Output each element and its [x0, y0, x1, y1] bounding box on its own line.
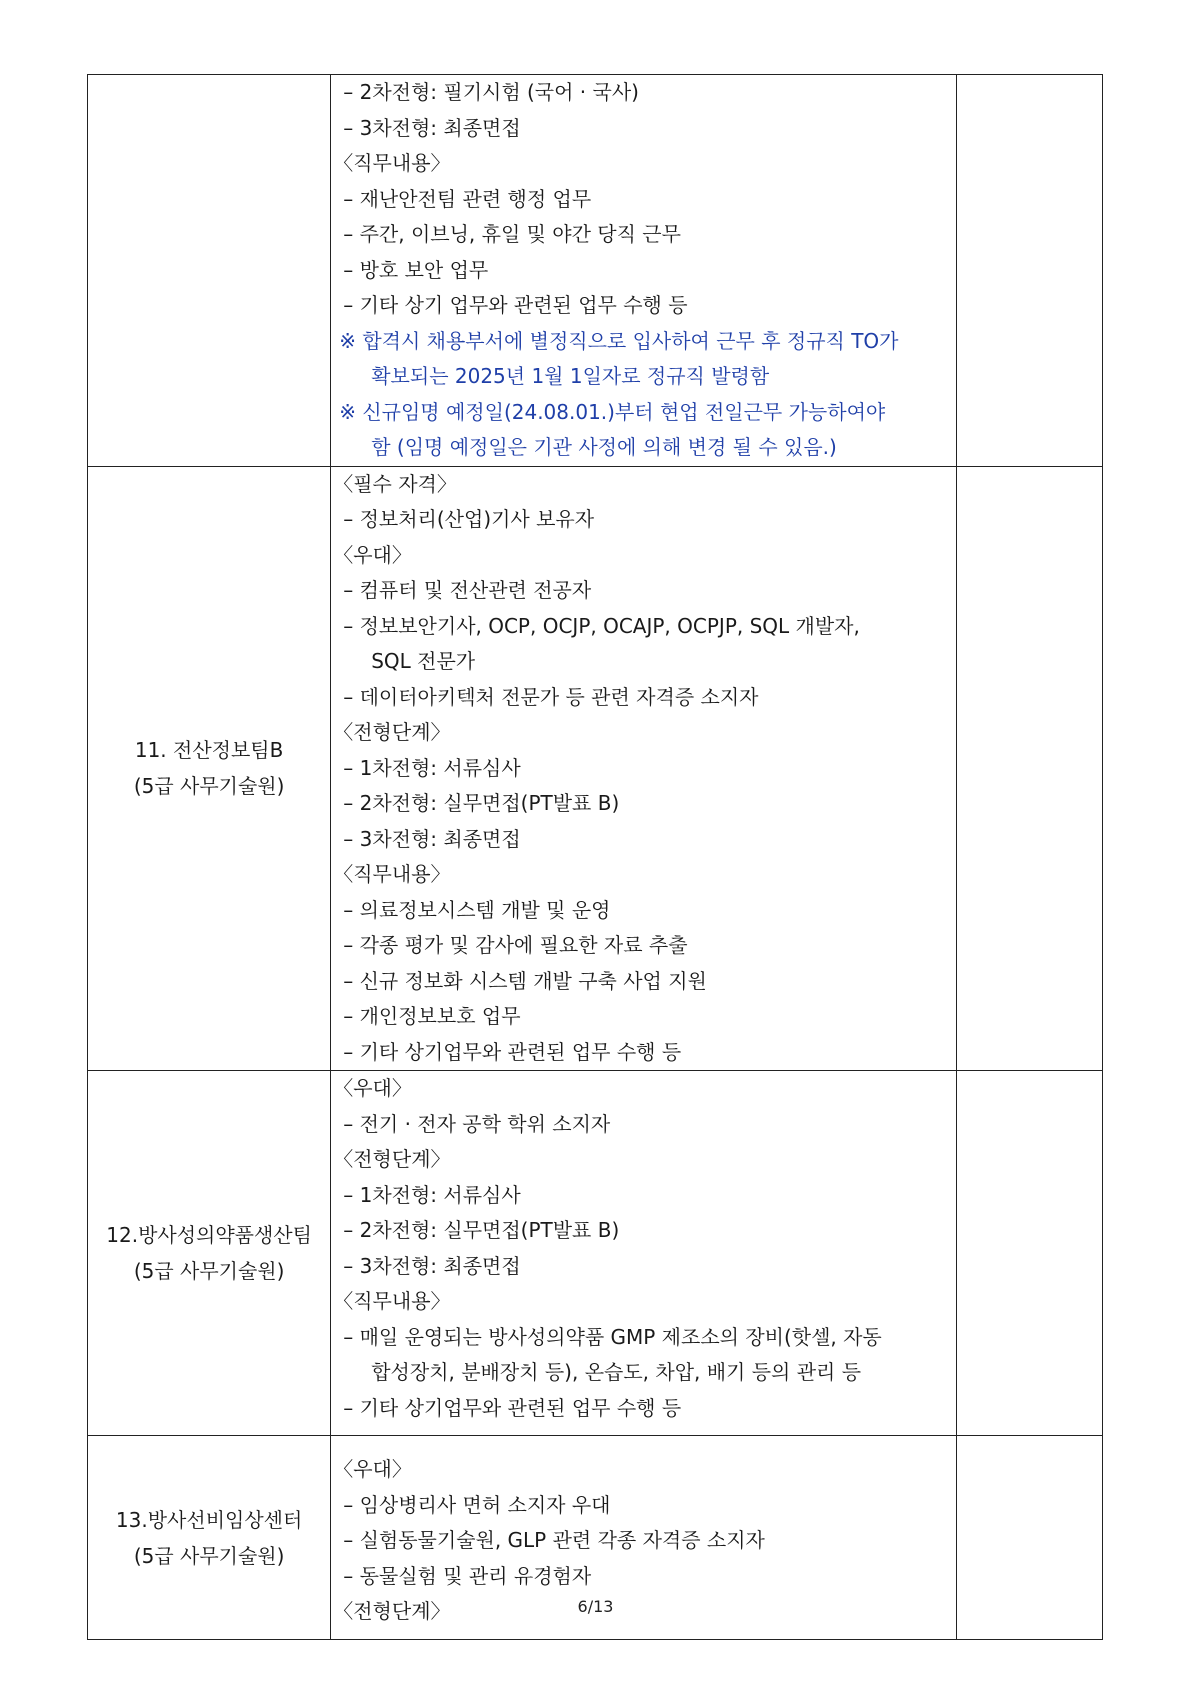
detail-line: – 재난안전팀 관련 행정 업무 — [343, 186, 592, 211]
dept-grade: (5급 사무기술원) — [133, 1543, 285, 1568]
dept-cell — [88, 1071, 331, 1436]
detail-line: – 1차전형: 서류심사 — [343, 1182, 521, 1207]
detail-line: – 임상병리사 면허 소지자 우대 — [343, 1492, 611, 1517]
page-number: 6/13 — [577, 1597, 614, 1616]
dept-cell — [88, 75, 331, 467]
table-row — [88, 466, 1103, 1071]
detail-line: – 각종 평가 및 감사에 필요한 자료 추출 — [343, 933, 688, 957]
remarks-cell — [956, 466, 1102, 1071]
section-header: 〈직무내용〉 — [333, 151, 451, 175]
detail-line: 합성장치, 분배장치 등), 온습도, 차압, 배기 등의 관리 등 — [371, 1360, 862, 1384]
remarks-cell — [956, 1071, 1102, 1436]
recruitment-table — [87, 74, 1103, 1640]
section-header: 〈우대〉 — [333, 1076, 412, 1100]
section-header: 〈우대〉 — [333, 1457, 412, 1481]
table-row — [88, 1071, 1103, 1436]
detail-line: – 정보처리(산업)기사 보유자 — [343, 507, 595, 531]
table-row — [88, 75, 1103, 467]
detail-line: – 신규 정보화 시스템 개발 구축 사업 지원 — [343, 968, 707, 993]
detail-line: – 3차전형: 최종면접 — [343, 1253, 521, 1278]
detail-line: – 기타 상기 업무와 관련된 업무 수행 등 — [343, 293, 688, 317]
detail-line: – 전기 · 전자 공학 학위 소지자 — [343, 1111, 611, 1136]
detail-line: – 3차전형: 최종면접 — [343, 826, 521, 851]
section-header: 〈전형단계〉 — [333, 720, 451, 744]
detail-line: – 방호 보안 업무 — [343, 257, 489, 282]
notice-line: ※ 신규임명 예정일(24.08.01.)부터 현업 전일근무 가능하여야 — [339, 399, 886, 424]
detail-line: – 의료정보시스템 개발 및 운영 — [343, 897, 611, 922]
notice-line: ※ 합격시 채용부서에 별정직으로 입사하여 근무 후 정규직 TO가 — [339, 328, 899, 353]
section-header: 〈필수 자격〉 — [333, 471, 457, 496]
detail-line: SQL 전문가 — [371, 649, 476, 673]
detail-line: – 실험동물기술원, GLP 관련 각종 자격증 소지자 — [343, 1528, 765, 1552]
section-header: 〈우대〉 — [333, 542, 412, 567]
detail-line: – 2차전형: 실무면접(PT발표 B) — [343, 791, 620, 815]
detail-line: – 주간, 이브닝, 휴일 및 야간 당직 근무 — [343, 222, 681, 246]
detail-line: – 2차전형: 실무면접(PT발표 B) — [343, 1218, 620, 1242]
notice-line: 확보되는 2025년 1월 1일자로 정규직 발령함 — [371, 364, 770, 388]
detail-line: – 개인정보보호 업무 — [343, 1004, 521, 1028]
detail-line: – 정보보안기사, OCP, OCJP, OCAJP, OCPJP, SQL 개발자, — [343, 613, 860, 638]
dept-name: 11. 전산정보팀B — [134, 738, 284, 763]
detail-line: – 기타 상기업무와 관련된 업무 수행 등 — [343, 1039, 682, 1064]
detail-line: – 매일 운영되는 방사성의약품 GMP 제조소의 장비(핫셀, 자동 — [343, 1324, 882, 1349]
section-header: 〈전형단계〉 — [333, 1147, 451, 1171]
dept-name: 12.방사성의약품생산팀 — [106, 1223, 312, 1247]
detail-cell — [331, 1071, 957, 1436]
remarks-cell — [956, 75, 1102, 467]
dept-cell — [88, 466, 331, 1071]
dept-name: 13.방사선비임상센터 — [115, 1507, 303, 1532]
detail-line: – 기타 상기업무와 관련된 업무 수행 등 — [343, 1395, 682, 1420]
detail-line: – 3차전형: 최종면접 — [343, 115, 521, 140]
detail-cell — [331, 466, 957, 1071]
detail-line: – 동물실험 및 관리 유경험자 — [343, 1563, 592, 1588]
dept-grade: (5급 사무기술원) — [133, 774, 285, 799]
section-header: 〈직무내용〉 — [333, 1289, 451, 1313]
detail-line: – 컴퓨터 및 전산관련 전공자 — [343, 578, 592, 602]
detail-line: – 2차전형: 필기시험 (국어 · 국사) — [343, 80, 639, 104]
notice-line: 함 (임명 예정일은 기관 사정에 의해 변경 될 수 있음.) — [371, 435, 837, 459]
section-header: 〈직무내용〉 — [333, 862, 451, 886]
detail-line: – 데이터아키텍처 전문가 등 관련 자격증 소지자 — [343, 684, 759, 709]
section-header: 〈전형단계〉 — [333, 1599, 451, 1623]
detail-cell — [331, 75, 957, 467]
detail-line: – 1차전형: 서류심사 — [343, 755, 521, 780]
dept-grade: (5급 사무기술원) — [133, 1259, 285, 1283]
